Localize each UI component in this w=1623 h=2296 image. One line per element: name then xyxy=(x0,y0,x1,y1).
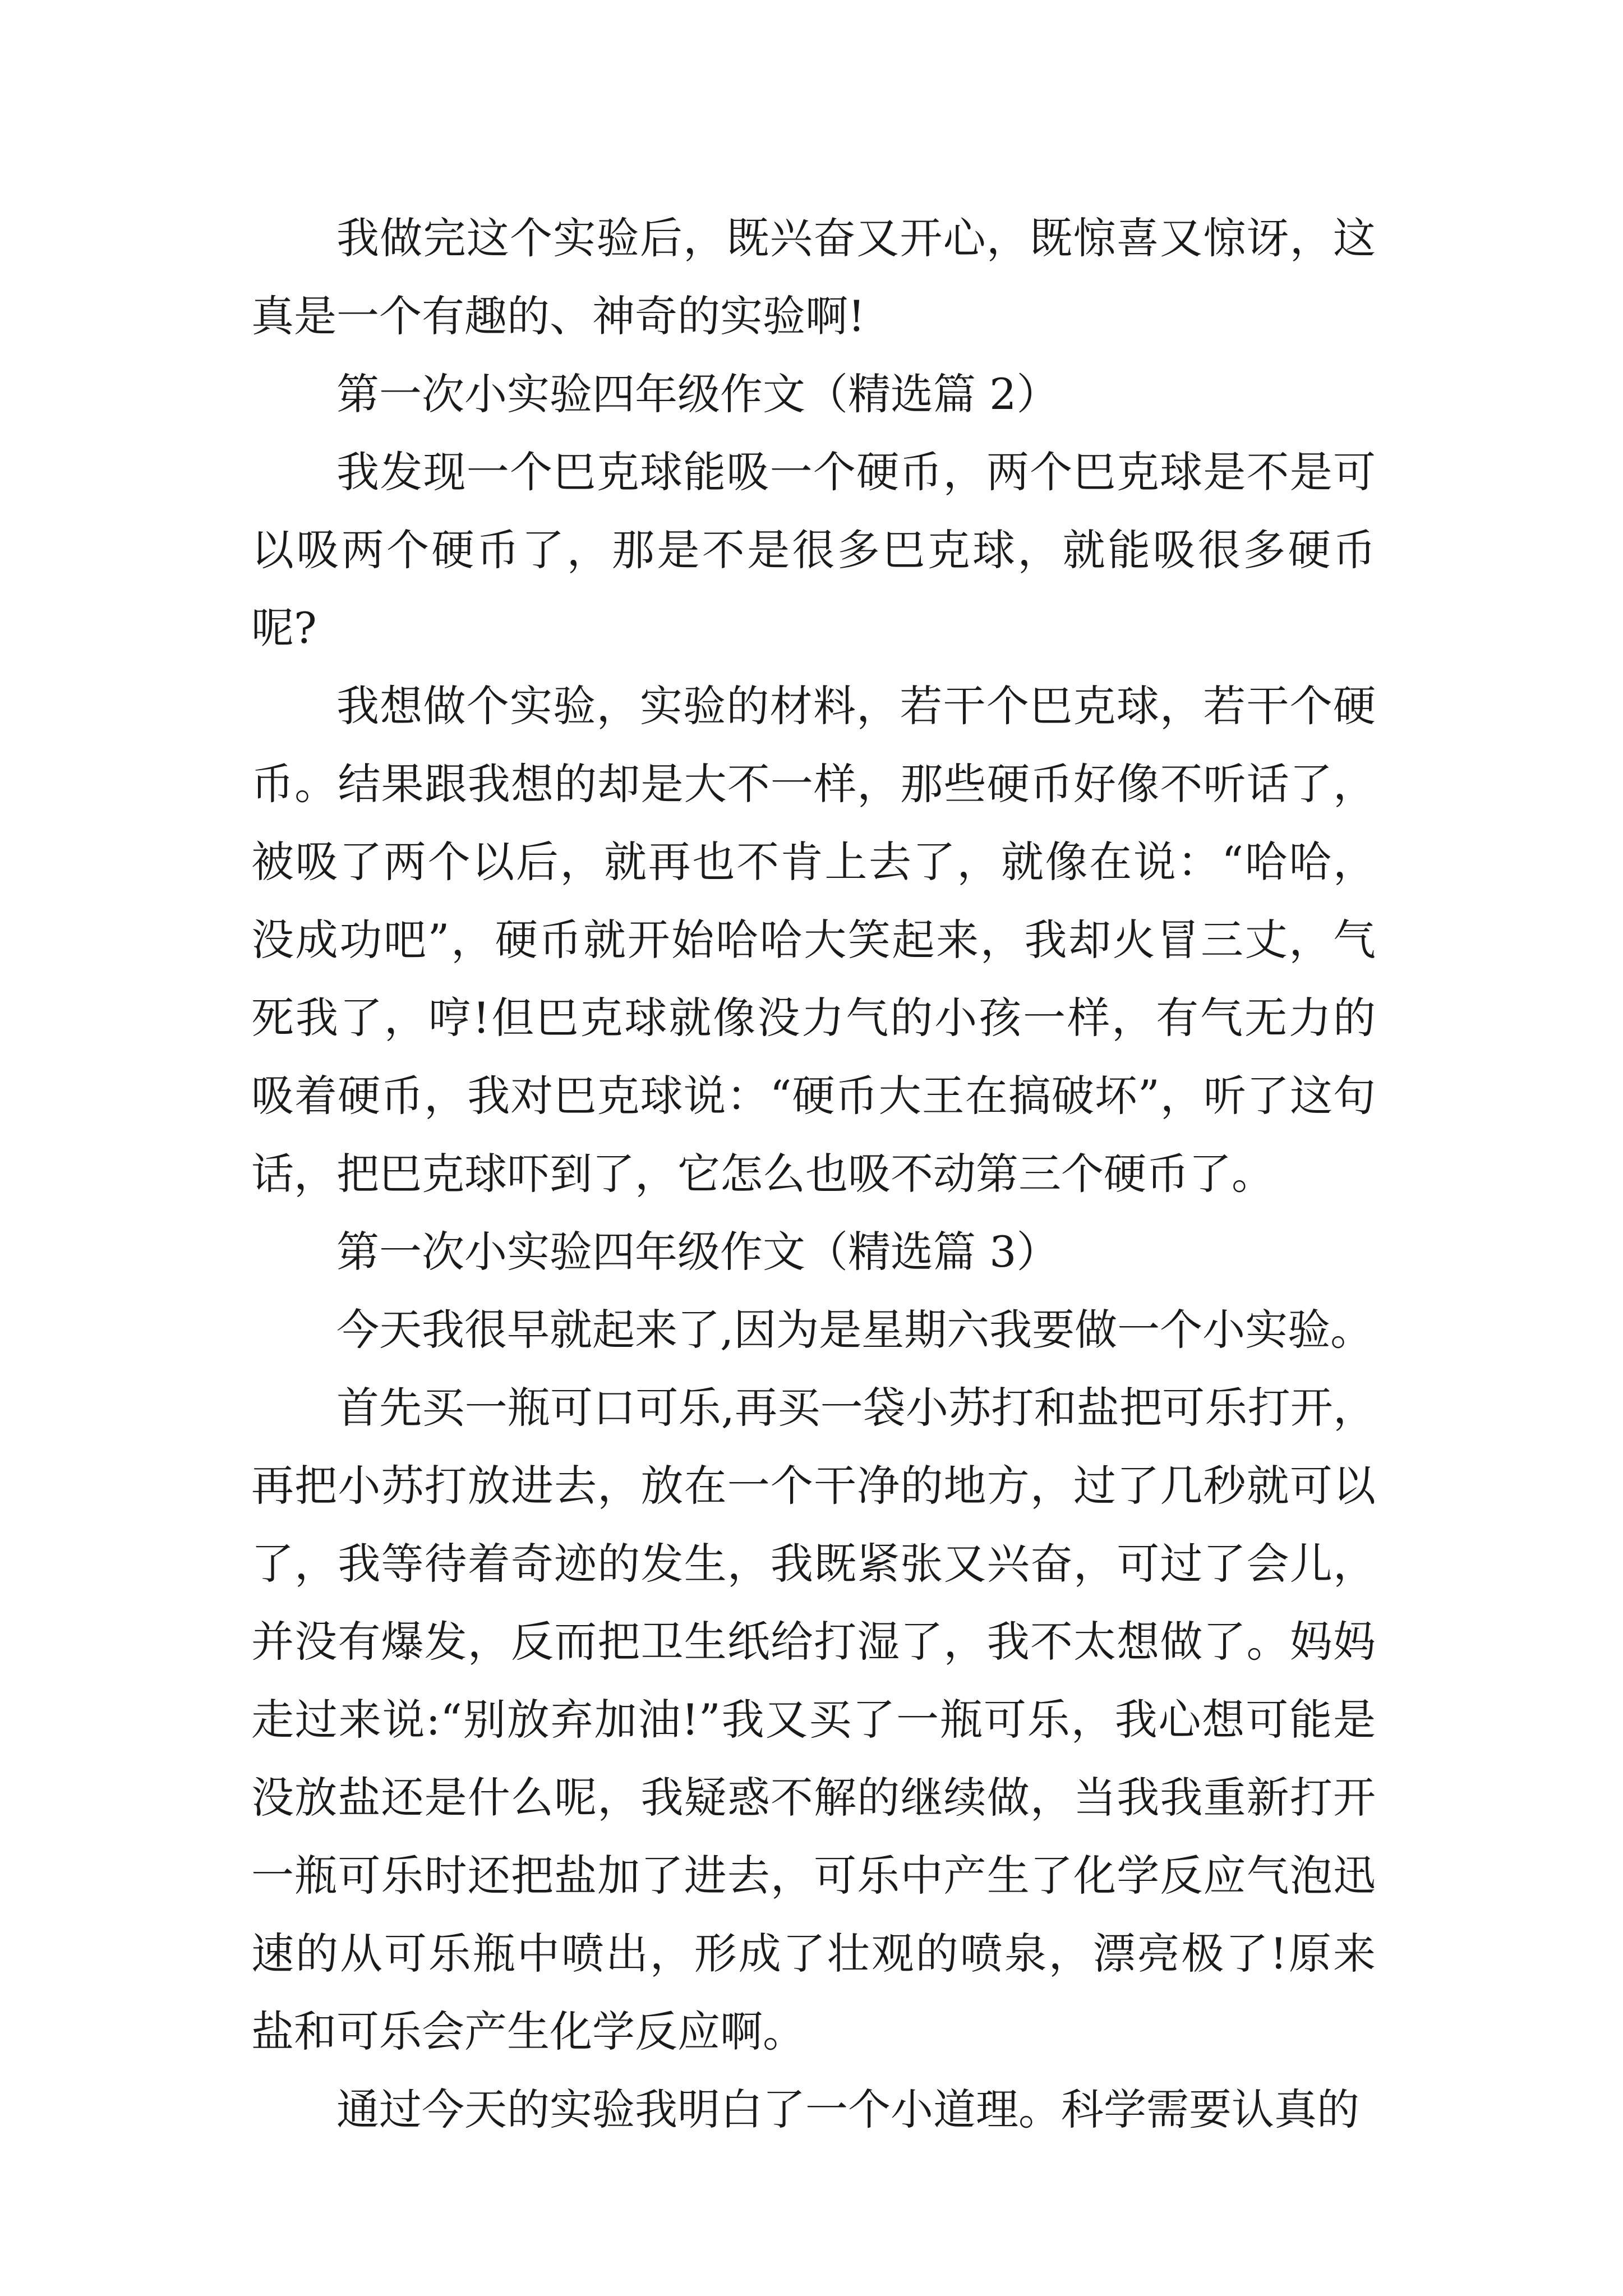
paragraph-4: 今天我很早就起来了,因为是星期六我要做一个小实验。 xyxy=(336,1305,1373,1355)
paragraph-5: 首先买一瓶可口可乐,再买一袋小苏打和盐把可乐打开，再把小苏打放进去，放在一个干净的地方，过了几秒就可以了，我等待着奇迹的发生，我既紧张又兴奋，可过了会儿，并没有爆发，反而把卫生纸给打湿了，我不太想做了。妈妈走过来说:“别放弃加油!”我又买了一瓶可乐，我心想可能是没放盐还是什么呢，我疑惑不解的继续做，当我我重新打开一瓶可乐时还把盐加了进去，可乐中产生了化学反应气泡迅速的从可乐瓶中喷出，形成了壮观的喷泉，漂亮极了!原来盐和可乐会产生化学反应啊。 xyxy=(251,1383,1376,2056)
paragraph-6: 通过今天的实验我明白了一个小道理。科学需要认真的 xyxy=(336,2085,1359,2134)
paragraph-3: 我想做个实验，实验的材料，若干个巴克球，若干个硬币。结果跟我想的却是大不一样，那些硬币好像不听话了，被吸了两个以后，就再也不肯上去了，就像在说：“哈哈，没成功吧”，硬币就开始哈哈大笑起来，我却火冒三丈，气死我了，哼!但巴克球就像没力气的小孩一样，有气无力的吸着硬币，我对巴克球说：“硬币大王在搞破坏”，听了这句话，把巴克球吓到了，它怎么也吸不动第三个硬币了。 xyxy=(251,681,1376,1199)
paragraph-2: 我发现一个巴克球能吸一个硬币，两个巴克球是不是可以吸两个硬币了，那是不是很多巴克球，就能吸很多硬币呢? xyxy=(251,447,1376,653)
paragraph-1: 我做完这个实验后，既兴奋又开心，既惊喜又惊讶，这真是一个有趣的、神奇的实验啊! xyxy=(251,213,1376,341)
section-heading-3: 第一次小实验四年级作文（精选篇 3） xyxy=(336,1227,1059,1277)
section-heading-2: 第一次小实验四年级作文（精选篇 2） xyxy=(336,369,1059,419)
document-body xyxy=(251,199,1376,2148)
